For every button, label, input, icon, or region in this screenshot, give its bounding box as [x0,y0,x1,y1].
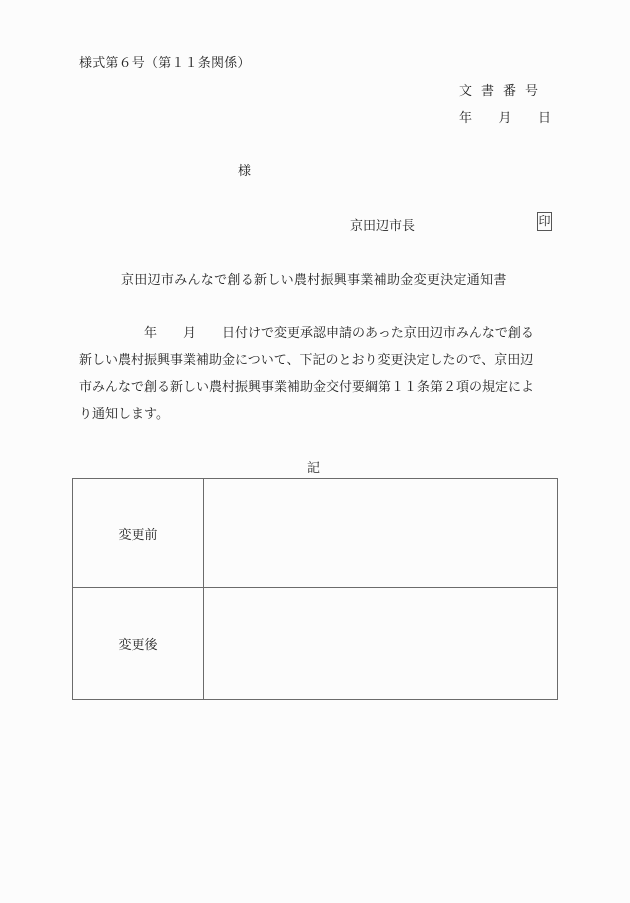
document-number-label: 文書番号 [459,84,548,99]
document-title: 京田辺市みんなで創る新しい農村振興事業補助金変更決定通知書 [121,273,507,288]
date-year-label: 年 [459,111,473,126]
date-month-label: 月 [498,111,512,126]
form-number: 様式第６号（第１１条関係） [79,56,251,71]
date-day-label: 日 [537,111,551,126]
recipient-suffix: 様 [238,164,252,179]
table-row-after [73,588,558,700]
body-paragraph [79,320,553,428]
body-line: 年 月 日付けで変更承認申請のあった京田辺市みんなで創る [79,326,534,341]
row-label-after: 変更後 [73,588,204,700]
date-line [459,107,551,126]
body-line: り通知します。 [79,407,169,422]
body-line: 市みんなで創る新しい農村振興事業補助金交付要綱第１１条第２項の規定によ [79,380,535,395]
change-record-table [72,478,558,700]
row-value-after [204,588,558,700]
body-line: 新しい農村振興事業補助金について、下記のとおり変更決定したので、京田辺 [79,353,534,368]
issuer-name: 京田辺市長 [350,219,416,234]
row-label-before: 変更前 [73,479,204,588]
seal-mark-icon: 印 [537,212,552,231]
record-heading: 記 [307,461,321,476]
table-row-before [73,479,558,588]
row-value-before [204,479,558,588]
